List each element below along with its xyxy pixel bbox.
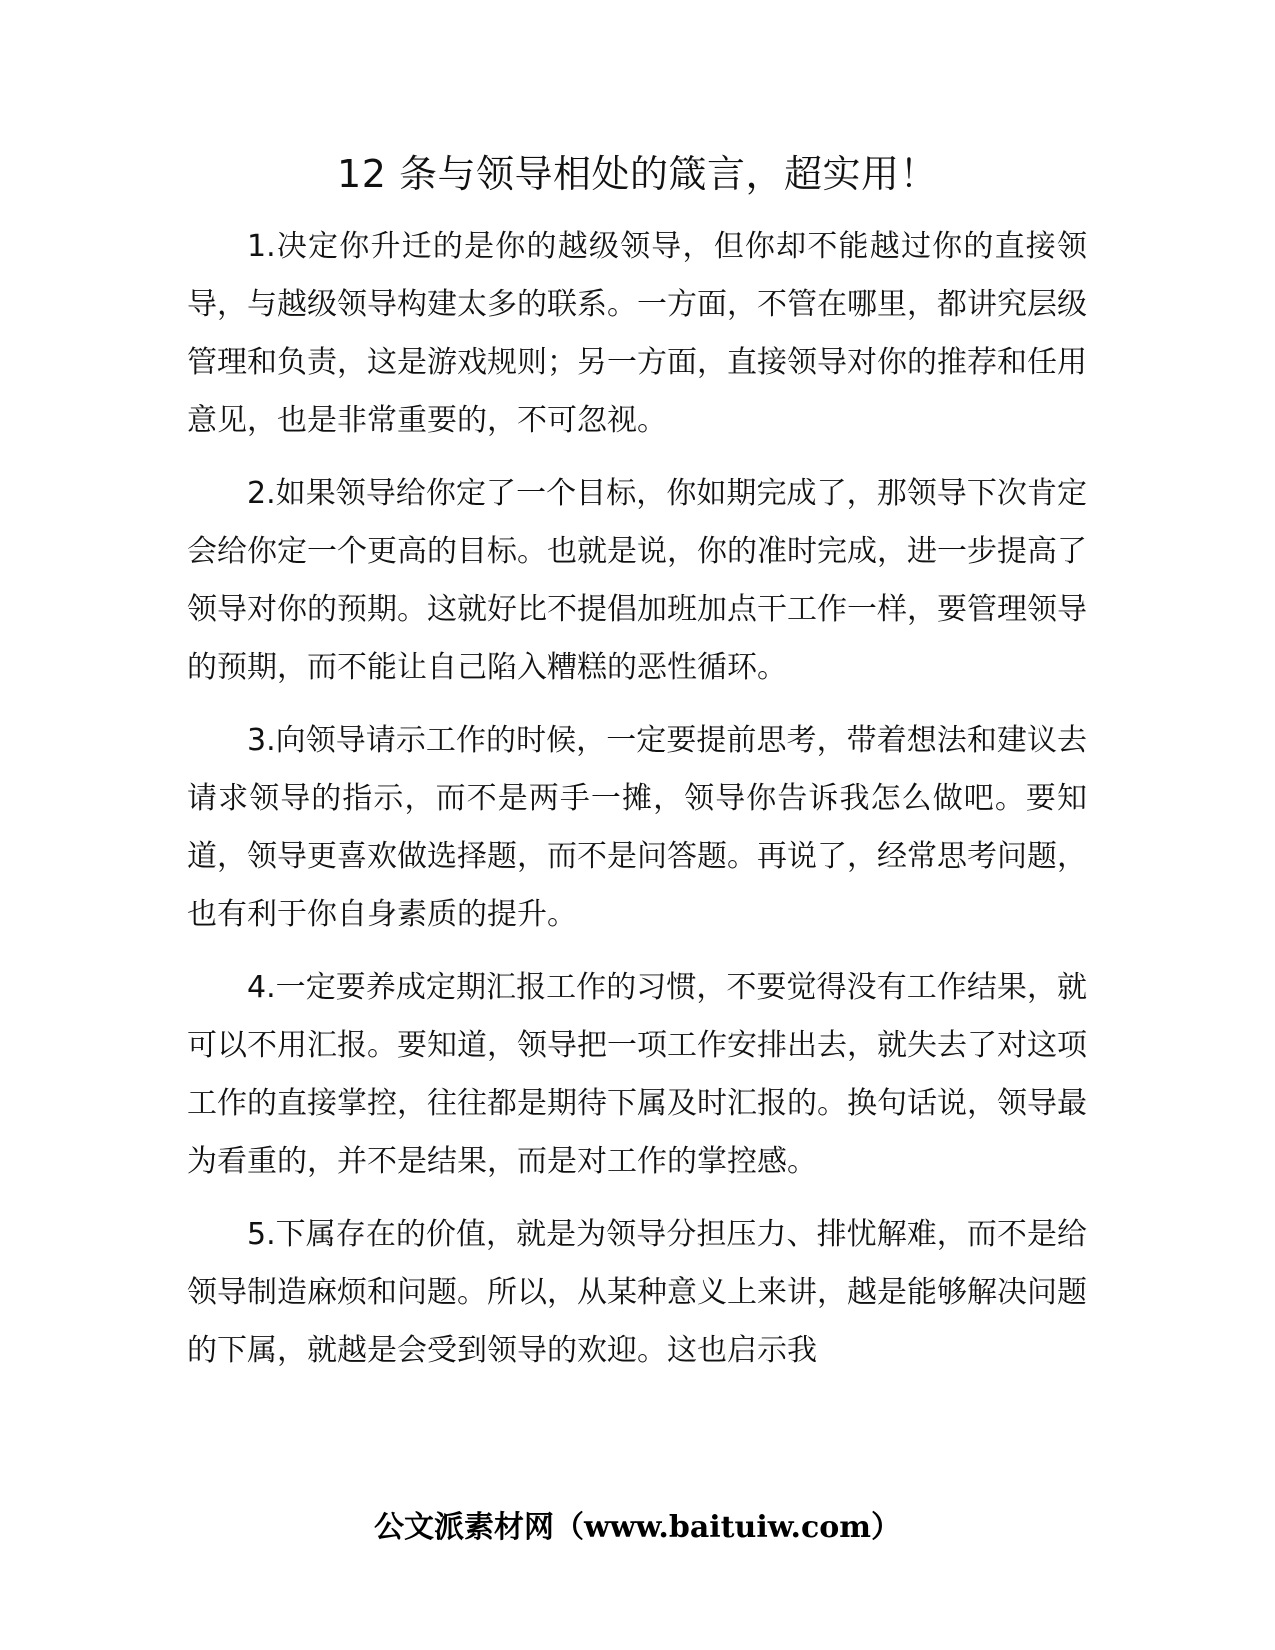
paragraph-3: 3.向领导请示工作的时候，一定要提前思考，带着想法和建议去请求领导的指示，而不是两手一摊，领导你告诉我怎么做吧。要知道，领导更喜欢做选择题，而不是问答题。再说了，经常思考问题，也有利于你自身素质的提升。 (187, 723, 1087, 932)
paragraph-5: 5.下属存在的价值，就是为领导分担压力、排忧解难，而不是给领导制造麻烦和问题。所以，从某种意义上来讲，越是能够解决问题的下属，就越是会受到领导的欢迎。这也启示我 (187, 1217, 1087, 1368)
paragraph-4: 4.一定要养成定期汇报工作的习惯，不要觉得没有工作结果，就可以不用汇报。要知道，领导把一项工作安排出去，就失去了对这项工作的直接掌控，往往都是期待下属及时汇报的。换句话说，领导最为看重的，并不是结果，而是对工作的掌控感。 (187, 970, 1087, 1179)
page-footer: 公文派素材网（www.baituiw.com） (373, 1510, 902, 1545)
document-body (187, 218, 1087, 1395)
page-title: 12 条与领导相处的箴言，超实用！ (337, 152, 938, 196)
paragraph-1: 1.决定你升迁的是你的越级领导，但你却不能越过你的直接领导，与越级领导构建太多的联系。一方面，不管在哪里，都讲究层级管理和负责，这是游戏规则；另一方面，直接领导对你的推荐和任用意见，也是非常重要的，不可忽视。 (187, 229, 1087, 438)
paragraph-2: 2.如果领导给你定了一个目标，你如期完成了，那领导下次肯定会给你定一个更高的目标。也就是说，你的准时完成，进一步提高了领导对你的预期。这就好比不提倡加班加点干工作一样，要管理领导的预期，而不能让自己陷入糟糕的恶性循环。 (187, 476, 1087, 685)
